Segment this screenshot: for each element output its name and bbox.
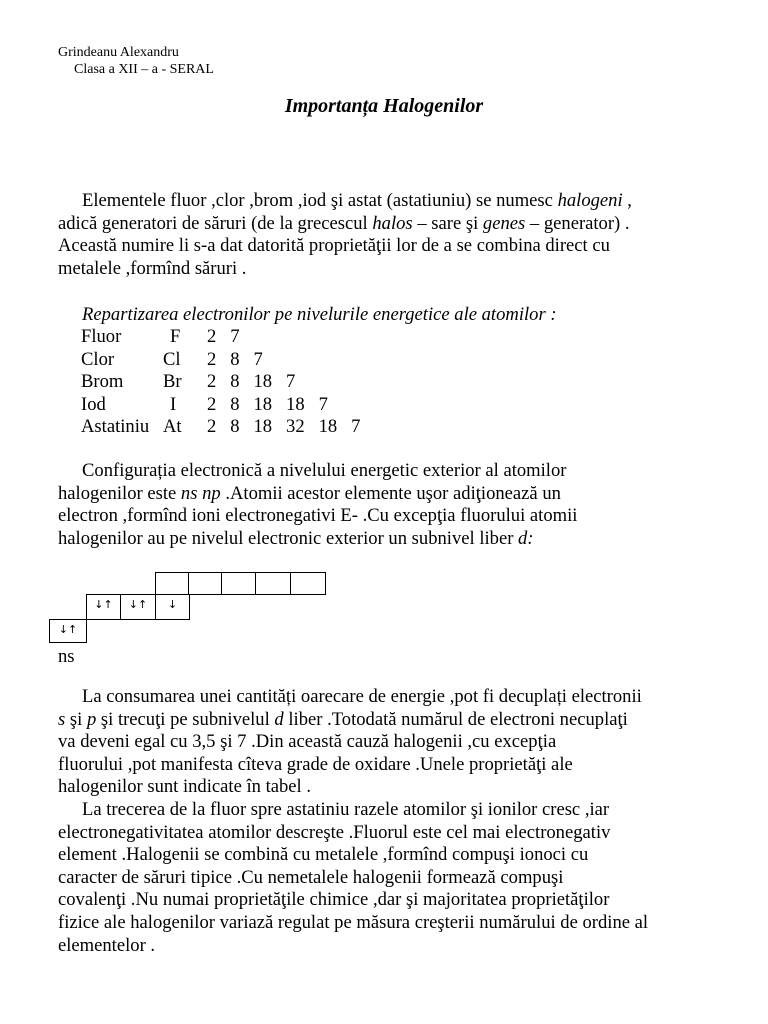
text-line: metalele ,formînd săruri . [58, 257, 247, 279]
table-row [78, 349, 372, 372]
s-orbital-box: ↓↑ [49, 619, 87, 643]
paragraph-configuration [58, 460, 728, 550]
element-symbol: F [170, 326, 181, 347]
text-line: covalenţi .Nu numai proprietăţile chimice ,dar şi majoritatea proprietăţilor [58, 889, 610, 911]
author-block [58, 44, 214, 78]
d-orbital-box [255, 572, 291, 595]
paragraph-intro [58, 190, 728, 280]
text-line: electron ,formînd ioni electronegativi E- .Cu excepţia fluorului atomii [58, 505, 578, 527]
electron-levels: 2 8 18 32 18 7 [207, 416, 361, 438]
text-line: adică generatori de săruri (de la grecescul halos – sare şi genes – generator) . [58, 212, 630, 234]
element-name: Fluor [81, 326, 122, 347]
text-line: elementelor . [58, 934, 156, 956]
d-orbital-box [188, 572, 222, 595]
electron-levels: 2 8 7 [207, 348, 263, 370]
configuration-heading: Repartizarea electronilor pe nivelurile energetice ale atomilor : [82, 304, 557, 325]
text-line: fluorului ,pot manifesta cîteva grade de oxidare .Unele proprietăţi ale [58, 753, 573, 775]
text-line: Această numire li s-a dat datorită proprietăţii lor de a se combina direct cu [58, 235, 610, 257]
p-orbital-box: ↓ [155, 594, 190, 620]
d-orbital-box [155, 572, 189, 595]
table-row [78, 371, 372, 394]
electron-levels: 2 8 18 7 [207, 371, 296, 393]
text-line: halogenilor este ns np .Atomii acestor elemente uşor adiţionează un [58, 482, 561, 504]
paragraph-properties [58, 686, 728, 957]
electron-configuration-table [78, 326, 372, 439]
text-line: halogenilor sunt indicate în tabel . [58, 776, 312, 798]
element-symbol: I [170, 393, 177, 415]
ns-label: ns [58, 646, 75, 667]
element-name: Clor [81, 348, 115, 370]
element-name: Brom [81, 371, 124, 393]
text-line: va deveni egal cu 3,5 şi 7 .Din această cauză halogenii ,cu excepţia [58, 731, 557, 753]
text-line: electronegativitatea atomilor descreşte .Fluorul este cel mai electronegativ [58, 821, 611, 843]
element-name: Iod [81, 393, 106, 415]
text-line: Configurația electronică a nivelului energetic exterior al atomilor [82, 460, 567, 481]
page-title: Importanța Halogenilor [284, 95, 484, 117]
table-row [78, 326, 372, 349]
table-row [78, 394, 372, 417]
text-line: La trecerea de la fluor spre astatiniu razele atomilor şi ionilor cresc ,iar [82, 798, 610, 820]
text-line: La consumarea unei cantități oarecare de energie ,pot fi decuplați electronii [82, 686, 642, 707]
table-row [78, 416, 372, 439]
element-symbol: Br [163, 371, 182, 393]
d-orbital-box [290, 572, 326, 595]
d-orbital-box [221, 572, 256, 595]
text-line: halogenilor au pe nivelul electronic exterior un subnivel liber d: [58, 527, 534, 549]
electron-levels: 2 7 [207, 326, 240, 347]
element-symbol: At [163, 416, 182, 438]
element-symbol: Cl [163, 348, 181, 370]
text-line: Elementele fluor ,clor ,brom ,iod şi astat (astatiuniu) se numesc halogeni , [82, 190, 632, 211]
p-orbital-box: ↓↑ [120, 594, 156, 620]
element-name: Astatiniu [81, 416, 150, 438]
text-line: s şi p şi trecuţi pe subnivelul d liber .Totodată numărul de electroni necuplaţi [58, 708, 628, 730]
electron-levels: 2 8 18 18 7 [207, 393, 328, 415]
author-class: Clasa a XII – a - SERAL [74, 62, 214, 77]
text-line: caracter de săruri tipice .Cu nemetalele halogenii formează compuşi [58, 866, 564, 888]
text-line: element .Halogenii se combină cu metalele ,formînd compuşi ionoci cu [58, 844, 589, 866]
author-name: Grindeanu Alexandru [58, 45, 179, 60]
text-line: fizice ale halogenilor variază regulat pe măsura creşterii numărului de ordine al [58, 911, 649, 933]
p-orbital-box: ↓↑ [86, 594, 121, 620]
